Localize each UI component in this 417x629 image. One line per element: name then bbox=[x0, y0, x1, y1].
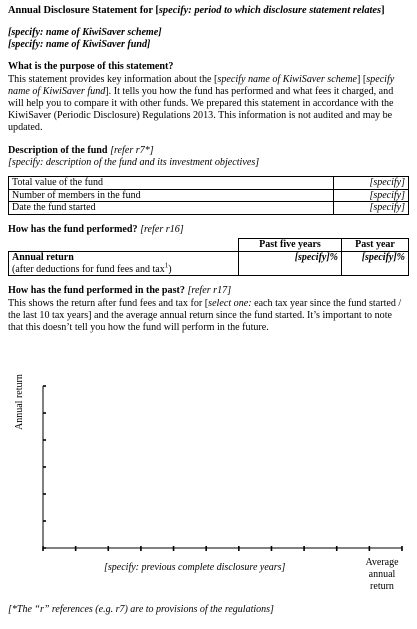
title-prefix: Annual Disclosure Statement for [ bbox=[8, 5, 159, 16]
scheme-name: [specify: name of KiwiSaver scheme] bbox=[8, 27, 162, 38]
description-ref: [refer r7*] bbox=[110, 144, 154, 156]
purpose-fund: specify name of KiwiSaver fund bbox=[8, 73, 395, 97]
note-end: ) bbox=[168, 263, 172, 275]
annual-return-label: Annual return bbox=[12, 251, 74, 263]
description-placeholder: [specify: description of the fund and its investment objectives] bbox=[8, 156, 260, 168]
members-label: Number of members in the fund bbox=[9, 189, 334, 202]
members-value: [specify] bbox=[334, 189, 409, 202]
five-year-value bbox=[239, 251, 342, 276]
col-past-year: Past year bbox=[342, 239, 409, 252]
table-row bbox=[9, 251, 409, 276]
purpose-heading: What is the purpose of this statement? bbox=[8, 61, 174, 73]
past-title: How has the fund performed in the past? bbox=[8, 285, 185, 297]
past-year-value-text: [specify]% bbox=[361, 251, 405, 263]
table-row bbox=[9, 202, 409, 215]
fund-name: [specify: name of KiwiSaver fund] bbox=[8, 39, 151, 51]
title-placeholder: specify: period to which disclosure statement relates bbox=[158, 5, 382, 16]
past-text-1: This shows the return after fund fees and tax for [ bbox=[8, 297, 209, 309]
table-row bbox=[9, 177, 409, 190]
start-date-label: Date the fund started bbox=[9, 202, 334, 215]
past-year-value bbox=[342, 251, 409, 276]
x-axis-label: [specify: previous complete disclosure years] bbox=[104, 562, 286, 573]
performance-table bbox=[8, 238, 409, 276]
title-suffix: ] bbox=[381, 5, 385, 16]
past-select: select one: bbox=[208, 297, 252, 309]
annual-return-note: (after deductions for fund fees and tax bbox=[12, 263, 165, 275]
empty-cell bbox=[9, 239, 239, 252]
table-row bbox=[9, 239, 409, 252]
past-ref: [refer r17] bbox=[187, 285, 232, 297]
fund-facts-table bbox=[8, 176, 409, 215]
fund-value-value: [specify] bbox=[334, 177, 409, 190]
purpose-text-1: This statement provides key information about the [ bbox=[8, 73, 218, 85]
performance-ref: [refer r16] bbox=[140, 223, 184, 235]
footnote: [*The “r” references (e.g. r7) are to provisions of the regulations] bbox=[8, 604, 274, 615]
past-body bbox=[8, 298, 409, 335]
annual-return-cell bbox=[9, 251, 239, 276]
col-five-years: Past five years bbox=[239, 239, 342, 252]
average-return-label: Average annual return bbox=[365, 557, 399, 592]
purpose-body bbox=[8, 74, 409, 135]
disclosure-document bbox=[8, 4, 409, 334]
y-axis-label: Annual return bbox=[14, 374, 25, 430]
footnote-marker: 1 bbox=[164, 261, 169, 270]
purpose-scheme: specify name of KiwiSaver scheme bbox=[217, 73, 357, 85]
past-text-2: each tax year since the fund started / the last 10 tax years] and the average annual return since the fund started. It’s important to note that this doesn’t tell you how the fund will perform in the future. bbox=[8, 297, 402, 334]
start-date-value: [specify] bbox=[334, 202, 409, 215]
performance-title: How has the fund performed? bbox=[8, 223, 138, 235]
fund-value-label: Total value of the fund bbox=[9, 177, 334, 190]
purpose-text-2: ] [ bbox=[357, 73, 367, 85]
purpose-text-3: ]. It tells you how the fund has performed and what fees it charged, and will help you to compare it with other funds. We prepared this statement in accordance with the KiwiSaver (Periodic Disclosure) Regulations 2013. This information is not audited and may be updated. bbox=[8, 85, 394, 134]
description-heading bbox=[8, 145, 409, 157]
table-row bbox=[9, 189, 409, 202]
document-title bbox=[8, 4, 409, 17]
five-year-value-text: [specify]% bbox=[294, 251, 338, 263]
past-heading bbox=[8, 285, 409, 297]
performance-heading bbox=[8, 224, 409, 236]
description-title: Description of the fund bbox=[8, 144, 108, 156]
